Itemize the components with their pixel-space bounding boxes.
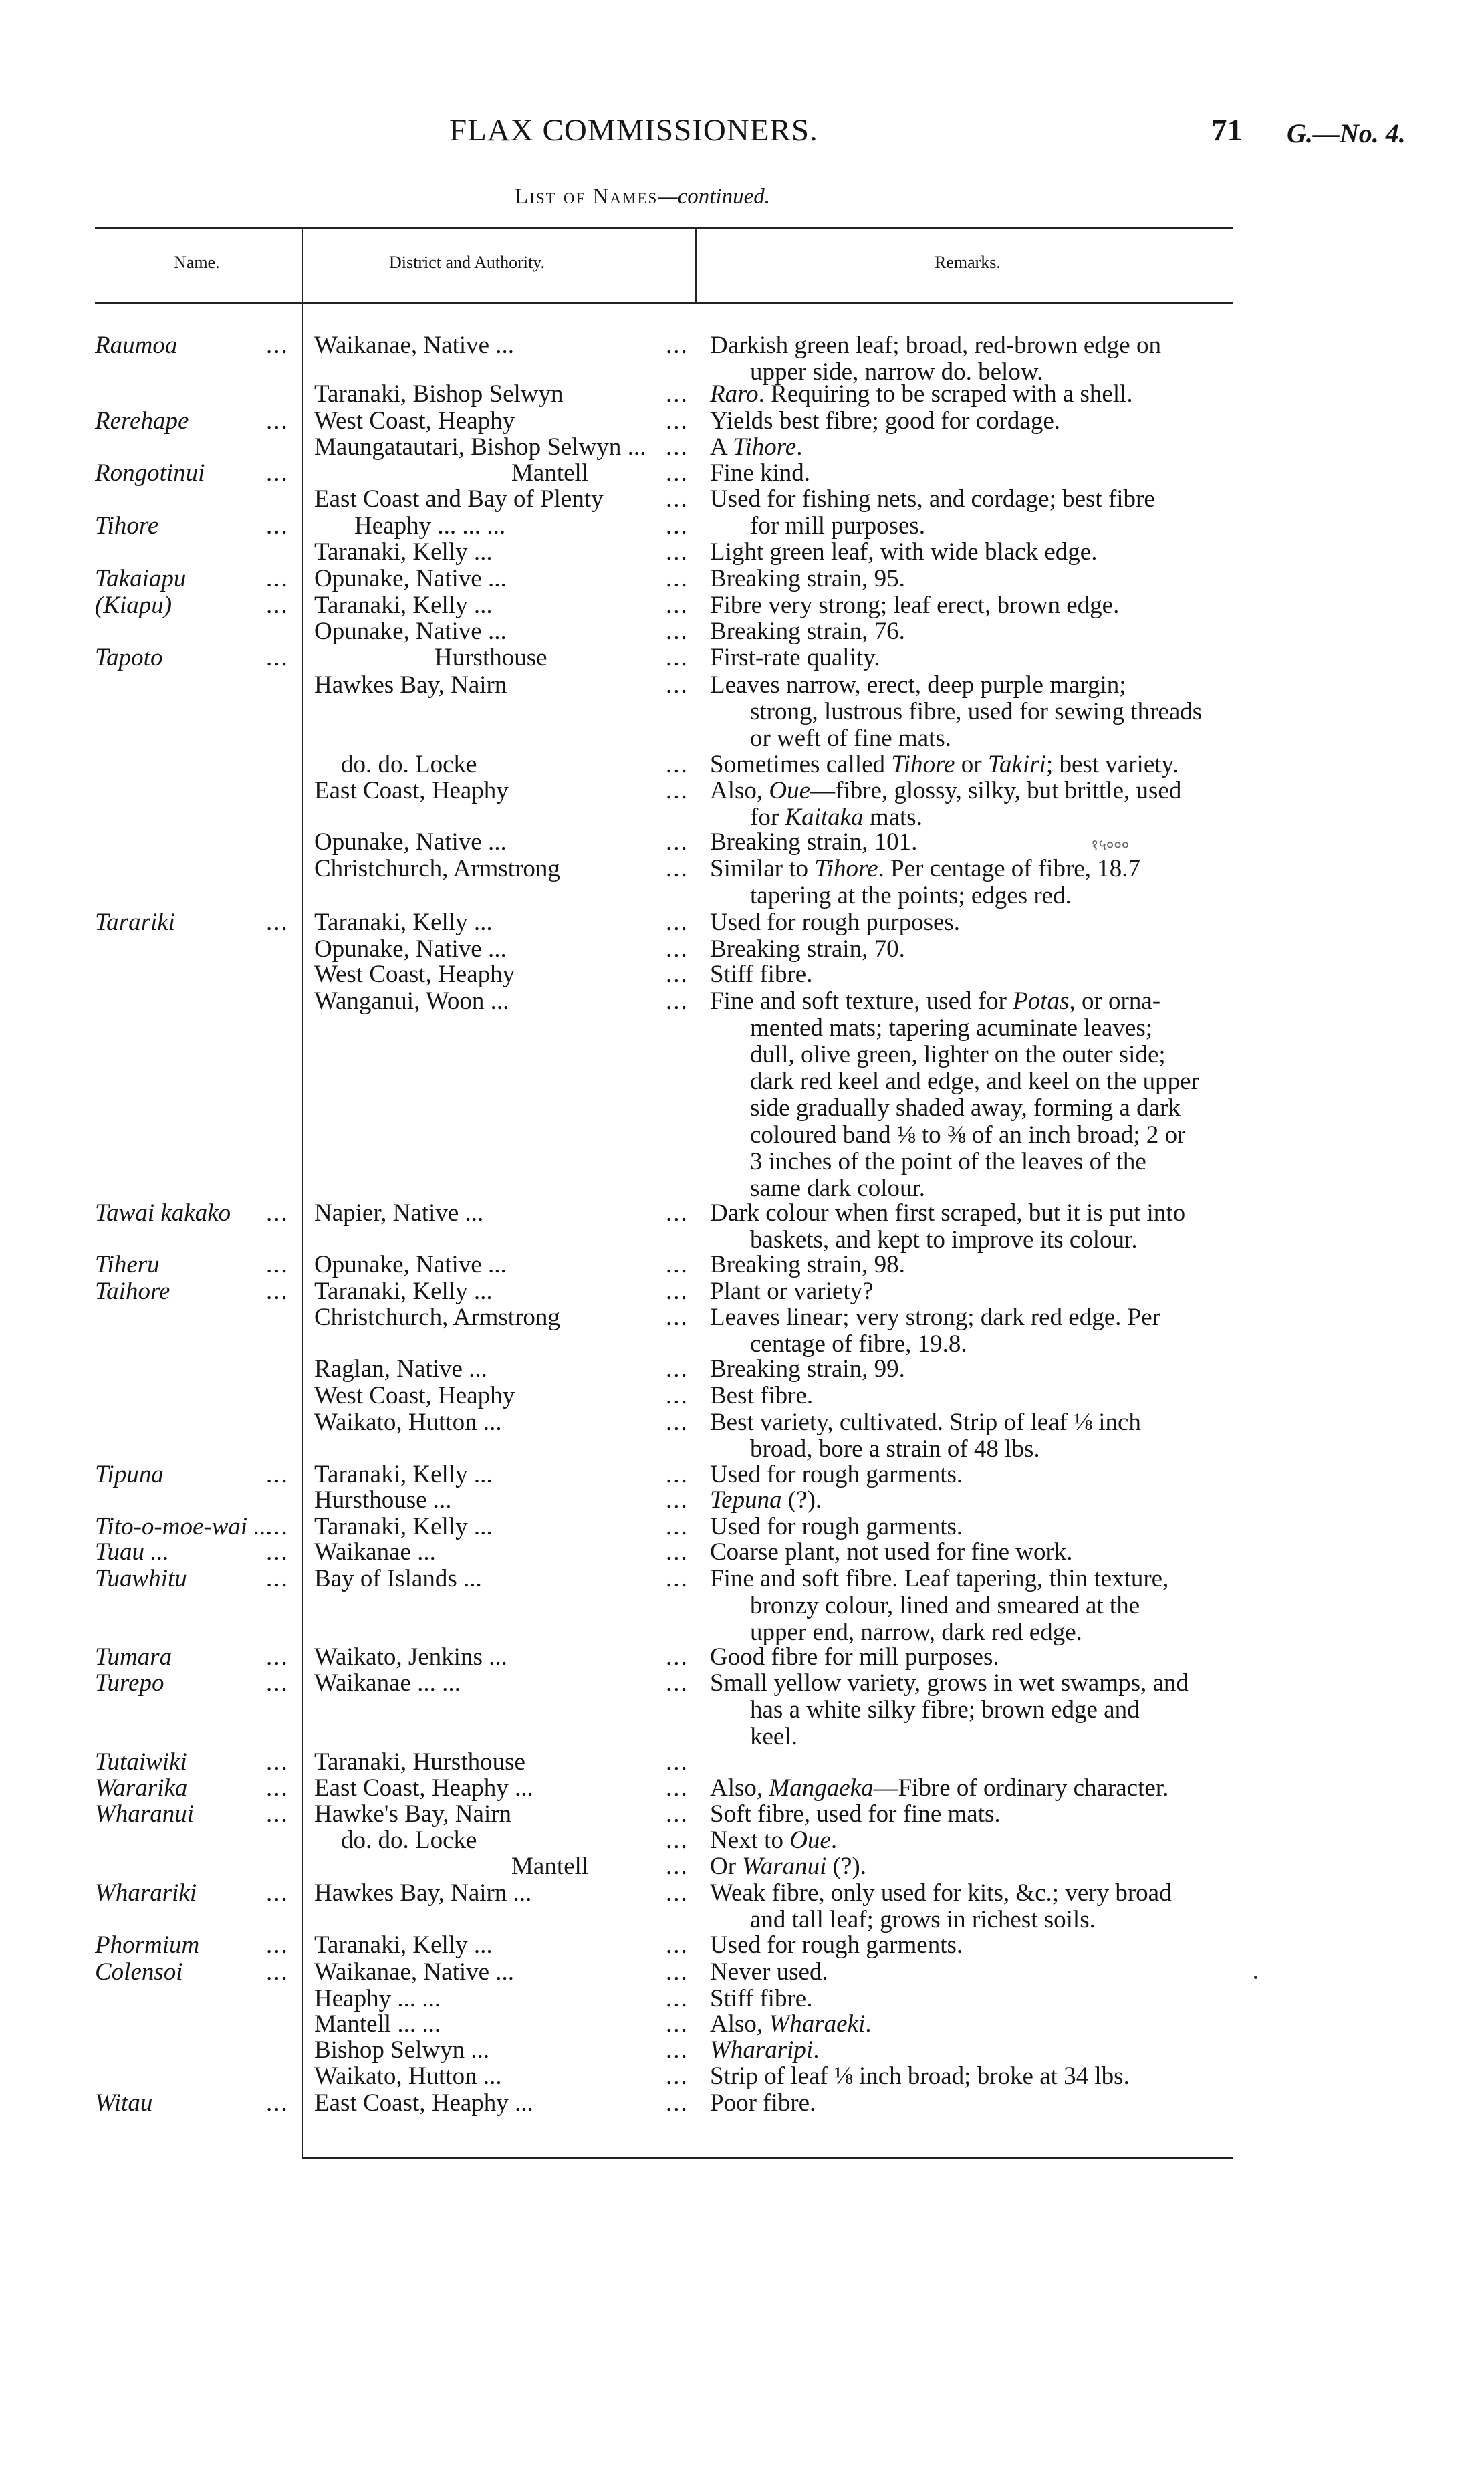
leader-dots: ... bbox=[666, 828, 689, 856]
remark bbox=[710, 1880, 1250, 1933]
remark bbox=[710, 1775, 1250, 1802]
remark-line: Plant or variety? bbox=[710, 1278, 874, 1305]
leader-dots: ... bbox=[666, 1879, 689, 1907]
remark bbox=[710, 856, 1250, 909]
remark-line: Darkish green leaf; broad, red-brown edge on bbox=[710, 332, 1161, 359]
leader-dots: ... bbox=[666, 332, 689, 359]
remark-line: Fibre very strong; leaf erect, brown edge. bbox=[710, 592, 1120, 619]
remark bbox=[710, 1356, 1250, 1383]
remark-line: Or Waranui (?). bbox=[710, 1853, 866, 1880]
district-authority: Taranaki, Hursthouse bbox=[314, 1748, 525, 1776]
remark-line: Weak fibre, only used for kits, &c.; very broad bbox=[710, 1879, 1172, 1907]
remark bbox=[710, 1827, 1250, 1854]
remark-line: Fine kind. bbox=[710, 459, 811, 487]
district-authority: Taranaki, Kelly ... bbox=[314, 909, 493, 936]
remark-line: dull, olive green, lighter on the outer side; bbox=[750, 1041, 1166, 1068]
remark-line: keel. bbox=[750, 1723, 797, 1750]
entry-name: Tumara bbox=[95, 1643, 172, 1671]
entry-name: Tarariki bbox=[95, 909, 175, 936]
leader-dots: ... bbox=[266, 1199, 289, 1227]
leader-dots: ... bbox=[666, 1355, 689, 1383]
remark-line: Coarse plant, not used for fine work. bbox=[710, 1538, 1073, 1566]
entry-name: Turepo bbox=[95, 1669, 164, 1697]
leader-dots: ... bbox=[266, 459, 289, 487]
district-authority: Waikato, Hutton ... bbox=[314, 2062, 502, 2090]
remark-line: Used for rough purposes. bbox=[710, 909, 961, 936]
remark-line: Raro. Requiring to be scraped with a shell. bbox=[710, 380, 1133, 408]
remark bbox=[710, 566, 1250, 592]
leader-dots: ... bbox=[666, 433, 689, 461]
leader-dots: ... bbox=[266, 1748, 289, 1776]
leader-dots: ... bbox=[266, 1931, 289, 1959]
district-authority: Taranaki, Kelly ... bbox=[314, 538, 493, 566]
leader-dots: ... bbox=[666, 592, 689, 619]
remark bbox=[710, 434, 1250, 461]
remark bbox=[710, 1383, 1250, 1409]
remark bbox=[710, 2011, 1250, 2038]
remark-line: Stiff fibre. bbox=[710, 1985, 813, 2012]
entry-name: Rongotinui bbox=[95, 459, 205, 487]
entry-name: Witau bbox=[95, 2089, 153, 2117]
column-header-name: Name. bbox=[174, 253, 220, 272]
district-authority: do. do. Locke bbox=[341, 751, 477, 778]
remark bbox=[710, 381, 1250, 408]
column-divider-2 bbox=[695, 229, 697, 302]
district-authority: Mantell bbox=[511, 1853, 589, 1880]
remark bbox=[710, 1932, 1250, 1959]
remark-line: baskets, and kept to improve its colour. bbox=[750, 1226, 1138, 1254]
entry-name: Wharanui bbox=[95, 1800, 194, 1828]
remark bbox=[710, 332, 1250, 386]
entry-name: Tihore bbox=[95, 512, 159, 540]
remark-line: or weft of fine mats. bbox=[750, 725, 952, 752]
subtitle-caps: List of Names bbox=[515, 185, 658, 209]
leader-dots: ... bbox=[266, 1800, 289, 1828]
page-title: FLAX COMMISSIONERS. bbox=[449, 113, 818, 148]
remark-line: Breaking strain, 99. bbox=[710, 1355, 905, 1383]
district-authority: Waikato, Hutton ... bbox=[314, 1409, 502, 1436]
remark bbox=[710, 778, 1250, 831]
entry-name: Phormium bbox=[95, 1931, 200, 1959]
remark-line: A Tihore. bbox=[710, 433, 803, 461]
remark-line: Breaking strain, 95. bbox=[710, 565, 905, 592]
leader-dots: ... bbox=[666, 2036, 689, 2064]
leader-dots: ... bbox=[266, 332, 289, 359]
leader-dots: ... bbox=[666, 1800, 689, 1828]
leader-dots: ... bbox=[266, 909, 289, 936]
remark-line: Used for fishing nets, and cordage; best fibre bbox=[710, 485, 1155, 513]
leader-dots: ... bbox=[666, 777, 689, 804]
district-authority: Heaphy ... ... bbox=[314, 1985, 441, 2012]
district-authority: East Coast, Heaphy bbox=[314, 777, 509, 804]
remark-line: tapering at the points; edges red. bbox=[750, 882, 1072, 909]
remark bbox=[710, 1461, 1250, 1488]
remark-line: Next to Oue. bbox=[710, 1826, 838, 1854]
district-authority: Hawke's Bay, Nairn bbox=[314, 1800, 512, 1828]
leader-dots: ... bbox=[666, 1853, 689, 1880]
leader-dots: ... bbox=[266, 592, 289, 619]
leader-dots: ... bbox=[666, 1958, 689, 1986]
remark bbox=[710, 1986, 1250, 2012]
leader-dots: ... bbox=[666, 1748, 689, 1776]
remark-line: Light green leaf, with wide black edge. bbox=[710, 538, 1098, 566]
remark bbox=[710, 592, 1250, 619]
district-authority: Opunake, Native ... bbox=[314, 935, 507, 963]
leader-dots: ... bbox=[666, 1538, 689, 1566]
entry-name: Raumoa bbox=[95, 332, 178, 359]
remark-line: centage of fibre, 19.8. bbox=[750, 1330, 967, 1358]
remark-line: upper end, narrow, dark red edge. bbox=[750, 1619, 1082, 1646]
remark-line: Best variety, cultivated. Strip of leaf ⅛ inch bbox=[710, 1409, 1141, 1436]
entry-name: Tapoto bbox=[95, 644, 163, 671]
remark bbox=[710, 672, 1250, 752]
leader-dots: ... bbox=[266, 644, 289, 671]
leader-dots: ... bbox=[666, 961, 689, 988]
remark bbox=[710, 1644, 1250, 1671]
remark-line: Also, Mangaeka—Fibre of ordinary character. bbox=[710, 1774, 1169, 1802]
leader-dots: ... bbox=[666, 1304, 689, 1331]
remark-line: Whararipi. bbox=[710, 2036, 820, 2064]
remark bbox=[710, 539, 1250, 566]
district-authority: Maungatautari, Bishop Selwyn ... bbox=[314, 433, 646, 461]
entry-name: Tawai kakako bbox=[95, 1199, 231, 1227]
remark-line: Yields best fibre; good for cordage. bbox=[710, 407, 1061, 435]
district-authority: Christchurch, Armstrong bbox=[314, 1304, 560, 1331]
remark-line: Also, Oue—fibre, glossy, silky, but brittle, used bbox=[710, 777, 1182, 804]
district-authority: Taranaki, Kelly ... bbox=[314, 1278, 493, 1305]
remark bbox=[710, 1487, 1250, 1514]
leader-dots: ... bbox=[666, 1774, 689, 1802]
remark bbox=[710, 1409, 1250, 1463]
remark-line: Used for rough garments. bbox=[710, 1931, 963, 1959]
remark-line: Small yellow variety, grows in wet swamps, and bbox=[710, 1669, 1189, 1697]
leader-dots: ... bbox=[666, 1669, 689, 1697]
district-authority: Hawkes Bay, Nairn ... bbox=[314, 1879, 532, 1907]
district-authority: Bishop Selwyn ... bbox=[314, 2036, 490, 2064]
leader-dots: ... bbox=[666, 1251, 689, 1278]
remark-line: Never used. bbox=[710, 1958, 828, 1986]
remark bbox=[710, 2063, 1250, 2090]
remark-line: bronzy colour, lined and smeared at the bbox=[750, 1592, 1140, 1619]
leader-dots: ... bbox=[666, 485, 689, 513]
remark-line: Stiff fibre. bbox=[710, 961, 813, 988]
district-authority: Raglan, Native ... bbox=[314, 1355, 487, 1383]
district-authority: East Coast, Heaphy ... bbox=[314, 1774, 533, 1802]
remark-line: Leaves narrow, erect, deep purple margin; bbox=[710, 671, 1126, 699]
remark bbox=[710, 961, 1250, 988]
leader-dots: ... bbox=[666, 644, 689, 671]
district-authority: Taranaki, Kelly ... bbox=[314, 1931, 493, 1959]
column-header-remarks: Remarks. bbox=[935, 253, 1001, 272]
entry-name: Tipuna bbox=[95, 1461, 164, 1488]
district-authority: Christchurch, Armstrong bbox=[314, 855, 560, 882]
leader-dots: ... bbox=[666, 2010, 689, 2038]
remark bbox=[710, 1959, 1250, 1986]
leader-dots: ... bbox=[666, 538, 689, 566]
page-number: 71 bbox=[1211, 113, 1243, 148]
remark bbox=[710, 1514, 1250, 1540]
remark-line: Soft fibre, used for fine mats. bbox=[710, 1800, 1001, 1828]
remark-line: mented mats; tapering acuminate leaves; bbox=[750, 1014, 1153, 1042]
remark-line: side gradually shaded away, forming a dark bbox=[750, 1094, 1181, 1122]
leader-dots: ... bbox=[666, 671, 689, 699]
column-header-district: District and Authority. bbox=[389, 253, 545, 272]
district-authority: Waikanae, Native ... bbox=[314, 1958, 515, 1986]
remark bbox=[710, 1278, 1250, 1305]
entry-name: Tuau ... bbox=[95, 1538, 170, 1566]
remark-line: Used for rough garments. bbox=[710, 1461, 963, 1488]
district-authority: West Coast, Heaphy bbox=[314, 407, 515, 435]
remark bbox=[710, 618, 1250, 645]
table-top-rule bbox=[95, 227, 1233, 229]
district-authority: Opunake, Native ... bbox=[314, 1251, 507, 1278]
document-reference: G.—No. 4. bbox=[1287, 118, 1406, 148]
stamp-mark: १५००० bbox=[1091, 836, 1130, 853]
remark-line: Tepuna (?). bbox=[710, 1486, 822, 1514]
remark-line: dark red keel and edge, and keel on the upper bbox=[750, 1068, 1199, 1095]
remark-line: broad, bore a strain of 48 lbs. bbox=[750, 1435, 1040, 1463]
district-authority: West Coast, Heaphy bbox=[314, 1382, 515, 1409]
entry-name: Taihore bbox=[95, 1278, 170, 1305]
district-authority: Hursthouse bbox=[435, 644, 547, 671]
entry-name: Wararika bbox=[95, 1774, 188, 1802]
subtitle-continued: —continued. bbox=[658, 185, 771, 209]
leader-dots: ... bbox=[666, 1826, 689, 1854]
leader-dots: ... bbox=[666, 459, 689, 487]
leader-dots: ... bbox=[666, 1461, 689, 1488]
remark-line: same dark colour. bbox=[750, 1175, 925, 1202]
remark-line: upper side, narrow do. below. bbox=[750, 358, 1043, 386]
remark-line: 3 inches of the point of the leaves of the bbox=[750, 1148, 1146, 1175]
entry-name: Tito-o-moe-wai ... bbox=[95, 1513, 273, 1540]
district-authority: Heaphy ... ... ... bbox=[354, 512, 506, 540]
remark bbox=[710, 1304, 1250, 1358]
leader-dots: ... bbox=[266, 1774, 289, 1802]
leader-dots: ... bbox=[266, 1538, 289, 1566]
remark-line: Fine and soft texture, used for Potas, or orna- bbox=[710, 987, 1161, 1015]
leader-dots: ... bbox=[666, 1486, 689, 1514]
remark bbox=[710, 460, 1250, 487]
header-bottom-rule bbox=[95, 302, 1233, 304]
district-authority: Waikato, Jenkins ... bbox=[314, 1643, 507, 1671]
leader-dots: ... bbox=[666, 1565, 689, 1592]
remark bbox=[710, 988, 1250, 1202]
column-divider-1 bbox=[302, 229, 303, 2159]
district-authority: East Coast and Bay of Plenty bbox=[314, 485, 604, 513]
district-authority: Hursthouse ... bbox=[314, 1486, 452, 1514]
leader-dots: ... bbox=[666, 1513, 689, 1540]
remark-line: First-rate quality. bbox=[710, 644, 880, 671]
remark-line: for Kaitaka mats. bbox=[750, 804, 922, 831]
district-authority: Opunake, Native ... bbox=[314, 618, 507, 645]
leader-dots: ... bbox=[266, 1278, 289, 1305]
leader-dots: ... bbox=[666, 1382, 689, 1409]
leader-dots: ... bbox=[666, 1278, 689, 1305]
district-authority: Taranaki, Kelly ... bbox=[314, 592, 493, 619]
district-authority: West Coast, Heaphy bbox=[314, 961, 515, 988]
leader-dots: ... bbox=[666, 1409, 689, 1436]
leader-dots: ... bbox=[266, 1461, 289, 1488]
leader-dots: ... bbox=[666, 618, 689, 645]
leader-dots: ... bbox=[266, 565, 289, 592]
leader-dots: ... bbox=[666, 2062, 689, 2090]
district-authority: Waikanae ... bbox=[314, 1538, 436, 1566]
leader-dots: ... bbox=[266, 1565, 289, 1592]
leader-dots: ... bbox=[266, 512, 289, 540]
leader-dots: ... bbox=[666, 380, 689, 408]
remark-line: strong, lustrous fibre, used for sewing threads bbox=[750, 698, 1203, 725]
remark bbox=[710, 1200, 1250, 1254]
remark bbox=[710, 936, 1250, 963]
remark-line: Sometimes called Tihore or Takiri; best variety. bbox=[710, 751, 1179, 778]
leader-dots: ... bbox=[666, 1199, 689, 1227]
district-authority: Hawkes Bay, Nairn bbox=[314, 671, 507, 699]
district-authority: Taranaki, Kelly ... bbox=[314, 1461, 493, 1488]
remark-line: Dark colour when first scraped, but it is put into bbox=[710, 1199, 1186, 1227]
district-authority: do. do. Locke bbox=[341, 1826, 477, 1854]
remark-line: for mill purposes. bbox=[750, 512, 926, 540]
leader-dots: ... bbox=[666, 512, 689, 540]
remark-line: Strip of leaf ⅛ inch broad; broke at 34 lbs. bbox=[710, 2062, 1130, 2090]
district-authority: Opunake, Native ... bbox=[314, 828, 507, 856]
remark bbox=[710, 1801, 1250, 1828]
district-authority: Taranaki, Bishop Selwyn bbox=[314, 380, 564, 408]
leader-dots: ... bbox=[266, 1643, 289, 1671]
table-bottom-rule bbox=[303, 2157, 1233, 2159]
leader-dots: ... bbox=[666, 1985, 689, 2012]
district-authority: East Coast, Heaphy ... bbox=[314, 2089, 533, 2117]
entry-name: Colensoi bbox=[95, 1958, 183, 1986]
remark-line: Breaking strain, 70. bbox=[710, 935, 905, 963]
leader-dots: ... bbox=[666, 855, 689, 882]
remark-line: coloured band ⅛ to ⅜ of an inch broad; 2 or bbox=[750, 1121, 1186, 1149]
district-authority: Taranaki, Kelly ... bbox=[314, 1513, 493, 1540]
leader-dots: ... bbox=[666, 407, 689, 435]
remark bbox=[710, 2090, 1250, 2117]
remark-line: Used for rough garments. bbox=[710, 1513, 963, 1540]
entry-name: Rerehape bbox=[95, 407, 189, 435]
remark-line: Best fibre. bbox=[710, 1382, 814, 1409]
remark-line: Leaves linear; very strong; dark red edge. Per bbox=[710, 1304, 1160, 1331]
remark-line: Fine and soft fibre. Leaf tapering, thin texture, bbox=[710, 1565, 1169, 1592]
leader-dots: ... bbox=[266, 2089, 289, 2117]
entry-name: Tutaiwiki bbox=[95, 1748, 187, 1776]
remark-line: Poor fibre. bbox=[710, 2089, 816, 2117]
leader-dots: ... bbox=[266, 1879, 289, 1907]
table-subtitle bbox=[515, 185, 770, 209]
remark bbox=[710, 2037, 1250, 2064]
leader-dots: ... bbox=[266, 407, 289, 435]
remark-line: Breaking strain, 101. bbox=[710, 828, 918, 856]
leader-dots: ... bbox=[666, 987, 689, 1015]
leader-dots: ... bbox=[666, 2089, 689, 2117]
leader-dots: ... bbox=[666, 751, 689, 778]
leader-dots: ... bbox=[666, 935, 689, 963]
remark bbox=[710, 1539, 1250, 1566]
remark bbox=[710, 1853, 1250, 1880]
district-authority: Opunake, Native ... bbox=[314, 565, 507, 592]
leader-dots: ... bbox=[266, 1958, 289, 1986]
remark-line: has a white silky fibre; brown edge and bbox=[750, 1696, 1140, 1724]
stray-mark bbox=[1254, 1976, 1257, 1979]
entry-name: Takaiapu bbox=[95, 565, 187, 592]
remark bbox=[710, 829, 1250, 856]
district-authority: Wanganui, Woon ... bbox=[314, 987, 509, 1015]
district-authority: Mantell ... ... bbox=[314, 2010, 441, 2038]
remark-line: Good fibre for mill purposes. bbox=[710, 1643, 999, 1671]
district-authority: Napier, Native ... bbox=[314, 1199, 484, 1227]
remark-line: Similar to Tihore. Per centage of fibre, 18.7 bbox=[710, 855, 1140, 882]
district-authority: Bay of Islands ... bbox=[314, 1565, 482, 1592]
remark bbox=[710, 1252, 1250, 1278]
remark bbox=[710, 408, 1250, 435]
remark bbox=[710, 1670, 1250, 1750]
leader-dots: ... bbox=[666, 1931, 689, 1959]
remark-line: Breaking strain, 98. bbox=[710, 1251, 905, 1278]
entry-name: (Kiapu) bbox=[95, 592, 172, 619]
entry-name: Tuawhitu bbox=[95, 1565, 187, 1592]
remark-line: Breaking strain, 76. bbox=[710, 618, 905, 645]
remark bbox=[710, 644, 1250, 671]
remark bbox=[710, 1566, 1250, 1646]
remark bbox=[710, 486, 1250, 540]
leader-dots: ... bbox=[666, 1643, 689, 1671]
entry-name: Wharariki bbox=[95, 1879, 197, 1907]
leader-dots: ... bbox=[266, 1513, 289, 1540]
district-authority: Mantell bbox=[511, 459, 589, 487]
entry-name: Tiheru bbox=[95, 1251, 160, 1278]
remark-line: Also, Wharaeki. bbox=[710, 2010, 872, 2038]
leader-dots: ... bbox=[666, 565, 689, 592]
district-authority: Waikanae ... ... bbox=[314, 1669, 461, 1697]
remark bbox=[710, 909, 1250, 936]
remark-line: and tall leaf; grows in richest soils. bbox=[750, 1906, 1096, 1933]
leader-dots: ... bbox=[666, 909, 689, 936]
leader-dots: ... bbox=[266, 1669, 289, 1697]
district-authority: Waikanae, Native ... bbox=[314, 332, 515, 359]
leader-dots: ... bbox=[266, 1251, 289, 1278]
remark bbox=[710, 751, 1250, 778]
